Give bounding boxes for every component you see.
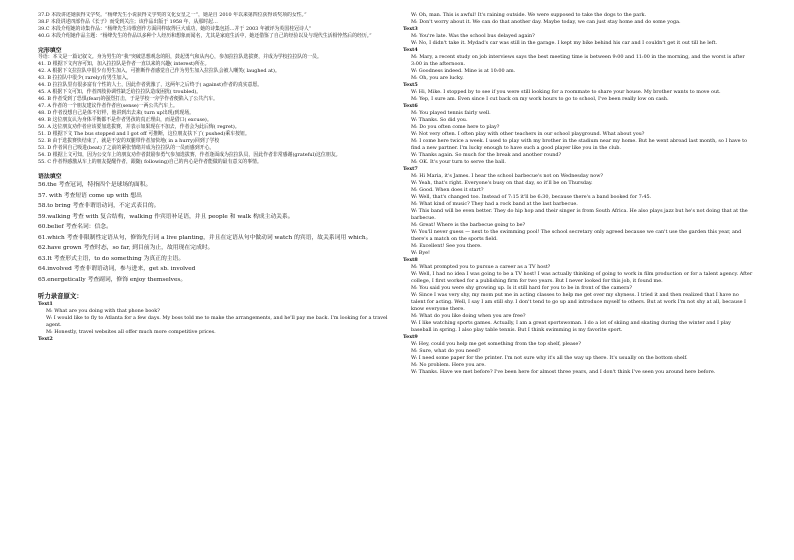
dialogue-line: M: OK. It's your turn to serve the ball. [411, 159, 506, 165]
cloze-answer: 50. A 这位朋友劝作者应该要加选拔赛，并表示如果现在不加去，作者会为此后悔( regret)。 [38, 124, 240, 130]
dialogue-line: W: Well, I had no idea I was going to be a TV host! I was actually thinking of going to work in film production or for a talent agency. After college, I first worked for a publishing firm for two years. But I never looked for this job, it found me. [411, 271, 753, 284]
dialogue-line: M: What kind of music? They had a rock band at the last barbecue. [411, 201, 578, 207]
dialogue-line: W: Thanks. Have we met before? I've been here for almost three years, and I don't think I've seen you around here before. [411, 369, 716, 375]
cloze-answer: 43. B 拉拉队中很少( rarely)有男生加入。 [38, 75, 132, 81]
cloze-answer: 44. D 拉拉队里有很多富有个性的人士，因此作者犹豫了，这两年之后终于( against)作者的真实意愿。 [38, 82, 263, 88]
dialogue-line: W: Thanks. So did you. [411, 117, 468, 123]
text1-title: Text1 [38, 301, 53, 307]
grammar-answer: 59.walking 考查 with 复合结构，walking 作宾语补足语，并且 people 和 walk 构成主动关系。 [38, 213, 294, 220]
right-column [403, 12, 753, 556]
dialogue-line: M: What do you like doing when you are free? [411, 313, 526, 319]
cloze-answer: 53. D 作者回自己吸进(beat)了之前的紧张情绪并成为拉拉队的一员而感到开心。 [38, 145, 215, 151]
grammar-answer: 57. with 考查短语 come up with 想出 [38, 192, 142, 199]
dialogue-line: W: I would like to fly to Atlanta for a few days. My boss told me to make the arrangements, and he'll pay me back. I'm looking for a travel agent. [46, 315, 388, 328]
dialogue-line: M: You played tennis fairly well. [411, 110, 491, 116]
listening-heading: 听力录音原文： [38, 292, 83, 300]
grammar-answer: 60.belief 考查名词：信念。 [38, 224, 112, 230]
dialogue-line: M: Mary, a recent study on job interviews says the best meeting time is between 9:00 and 11:00 in the morning, and the worst is after 3:00 in the afternoon. [411, 54, 745, 67]
dialogue-line: M: Do you often come here to play? [411, 124, 500, 130]
grammar-answer: 56.the 考查冠词，特指四个是球场的面积。 [38, 182, 152, 188]
dialogue-line: M: What prompted you to pursue a career as a TV host? [411, 264, 551, 270]
cloze-answer: 49. B 这位朋友认为身体平衡都不是作者男孩的真正理由，而是借口( excuse)。 [38, 117, 212, 123]
answer-paragraph: 37.D 本段讲述她获得文学奖。“杨绛先生小说获得文学奖的文化女皇之一”，她是自 2010 年以来第四位获得该奖项的女性。” [38, 12, 307, 18]
cloze-answer: 47. A 作者的一个朋友建议作者作者应(sense)一两公共汽车上。 [38, 103, 178, 109]
dialogue-line: M: Great! Where is the barbecue going to be? [411, 222, 526, 228]
dialogue-line: M: What are you doing with that phone book? [46, 308, 160, 314]
dialogue-line: W: Well, that's changed too. Instead of 7:15 it'll be 6:30, because there's a band booked for 7:45. [411, 194, 652, 200]
dialogue-line: M: I come here twice a week. I used to play with my brother in the stadium near my home. But he went abroad last month, so I have to find a new partner. I'm lucky enough to have such a good player like you in the club. [411, 138, 748, 151]
dialogue-line: M: Yep, I sure am. Even since I cut back on my work hours to go to school, I've been really low on cash. [411, 96, 669, 102]
text-title: Text9 [403, 334, 418, 340]
text-title: Text7 [403, 166, 418, 172]
cloze-intro: 导语：本文是一篇记叙文。身为男生的“我”突破思想观念的阻，鼓起勇气和从内心，参加拉拉队选拔赛，并成为学校拉拉队的一员。 [38, 54, 322, 60]
dialogue-line: W: Goodness indeed. Mine is at 10:00 am. [411, 68, 516, 74]
text-title: Text5 [403, 82, 418, 88]
dialogue-line: W: Hi, Mike. I stopped by to see if you were still looking for a roommate to share your house. My brother wants to move out. [411, 89, 721, 95]
left-column [38, 12, 388, 556]
grammar-answer: 62.have grown 考查时态，so far, 到目前为止，故用现在完成时。 [38, 245, 214, 251]
dialogue-line: M: Excellent! See you there. [411, 243, 482, 249]
answer-paragraph: 38.F 本段讲述四部作品《长子》而受到关注；该作品出版于 1958 年，从那时起… [38, 19, 218, 25]
grammar-answer: 65.energetically 考查副词，修饰 enjoy themselves。 [38, 276, 187, 283]
grammar-answer: 64.involved 考查非谓语动词，参与进来，get sb. involved [38, 266, 196, 272]
dialogue-line: W: You'll never guess — next to the swimming pool! The school secretary only agreed because we can't use the garden this year, and there's a match on the sports field. [411, 229, 742, 242]
dialogue-line: M: Good. When does it start? [411, 187, 484, 193]
cloze-answer: 52. B 由于选拔赛快结束了，就是不安的双腿带作者加快地( in a hurry)回到了学校 [38, 138, 220, 144]
cloze-answer: 55. C 作者得感激从车上的朋友提醒作者，跟随( following)自己的内心是作者能做的最有意义的事情。 [38, 159, 262, 165]
dialogue-line: M: Honestly, travel websites all offer much more competitive prices. [46, 329, 216, 335]
text-title: Text8 [403, 257, 418, 263]
text-title: Text6 [403, 103, 418, 109]
text-title: Text3 [403, 26, 418, 32]
dialogue-line: W: No, I didn't take it. Mydad's car was still in the garage. I kept my bike behind his car and I couldn't get it out till he left. [411, 40, 718, 46]
answer-paragraph: 39.C 本段介绍她的诗集作品：“杨绛先生诗歌创作方面同样取得巨大成功，她的诗集包括…并于 2003 年被评为英国桂冠诗人” [38, 26, 312, 32]
answer-paragraph: 40.G 本段介绍她作品主题：“杨绛先生的作品以多种个人经历和想象而闻名，尤其是家庭生活中，她还借鉴了自己的经验以及与现代生活相悖然后的经历。” [38, 33, 372, 39]
grammar-answer: 63.It 考查形式主语，to do something 为真正的主语。 [38, 255, 185, 262]
dialogue-line: W: I need some paper for the printer. I'm not sure why it's all the way up there. It's usually on the bottom shelf. [411, 355, 688, 361]
grammar-heading: 语法填空 [38, 173, 62, 180]
dialogue-line: W: Hey, could you help me get something from the top shelf, please? [411, 341, 581, 347]
cloze-answer: 51. D 根据下文 The bus stopped and I got off 可推断，这位朋友扶下了( pushed)乘车按钮。 [38, 131, 250, 137]
dialogue-line: M: No problem. Here you are. [411, 362, 486, 368]
dialogue-line: M: Hi Maria, it's James. I hear the school barbecue's not on Wednesday now? [411, 173, 604, 179]
grammar-answer: 61.which 考查非限制性定语从句，修饰先行词 a live planting，并且在定语从句中做动词 watch 的宾语，故关系词用 which。 [38, 234, 372, 241]
dialogue-line: W: Thanks again. So much for the break and another round? [411, 152, 562, 158]
cloze-answer: 45. A 根据下文可知，作者四肢协调性缺乏给拉拉队造成困扰( troubled)。 [38, 89, 202, 95]
dialogue-line: W: Oh, man. This is awful! It's raining outside. We were supposed to take the dogs to the park. [411, 12, 647, 18]
dialogue-line: M: Sure, what do you need? [411, 348, 481, 354]
cloze-answer: 46. B 作者受到了恐惧(fear)的强烈打击，于是学校一旁学作者便陷入了公共汽车。 [38, 96, 218, 102]
dialogue-line: M: You're late. Was the school bus delayed again? [411, 33, 535, 39]
dialogue-line: W: This band will be even better. They do hip hop and their singer is from South Africa. He also plays jazz but he's not doing that at the barbecue. [411, 208, 748, 221]
dialogue-line: W: Since I was very shy, my mom put me in acting classes to help me get over my shyness. I tried it and then realized that I have no talent for acting. Well, I say I am still shy. I don't tend to go up and introduce myself to others. But at work I'm not shy at all, because I know everyone there. [411, 292, 746, 312]
cloze-answer: 42. A 根据下文拉拉队中很少有男生加入，可推断作者感觉自己作为男生加入拉拉队会被人嘲笑( laughed at)。 [38, 68, 280, 74]
cloze-answer: 54. D 根据上文可知，因为公交车上的朋友劝作者鼓励参勇气参加选拔赛，作者逢面成为拉拉队员，因此作者非常感谢(grateful)这位朋友。 [38, 152, 341, 158]
dialogue-line: M: Oh, you are lucky. [411, 75, 464, 81]
dialogue-line: W: Bye! [411, 250, 431, 256]
dialogue-line: W: Yeah, that's right. Everyone's busy on that day, so it'll be on Thursday. [411, 180, 593, 186]
dialogue-line: M: You said you were shy growing up. Is it still hard for you to be in front of the camera? [411, 285, 632, 291]
cloze-heading: 完形填空 [38, 47, 62, 54]
text2-title: Text2 [38, 336, 53, 342]
dialogue-line: M: Don't worry about it. We can do that another day. Maybe today, we can just stay home and do some yoga. [411, 19, 681, 25]
dialogue-line: W: I like watching sports games. Actually, I am a great sportswoman. I do a lot of skiing and skating during the winter and I play baseball in spring. I also play table tennis. But I think swimming is my favorite sport. [411, 320, 731, 333]
cloze-answer: 48. D 作者没想自己是体不好样，他讲到出去来( turn up出现)到现场。 [38, 110, 194, 116]
cloze-answer: 41. D 根据下文内容可知，加入拉拉队是作者一直以来的兴趣( interest)所在。 [38, 61, 210, 67]
text-title: Text4 [403, 47, 418, 53]
dialogue-line: W: Not very often. I often play with other teachers in our school playground. What about you? [411, 131, 645, 137]
grammar-answer: 58.to bring 考查非谓语动词，不定式表目的。 [38, 203, 160, 209]
